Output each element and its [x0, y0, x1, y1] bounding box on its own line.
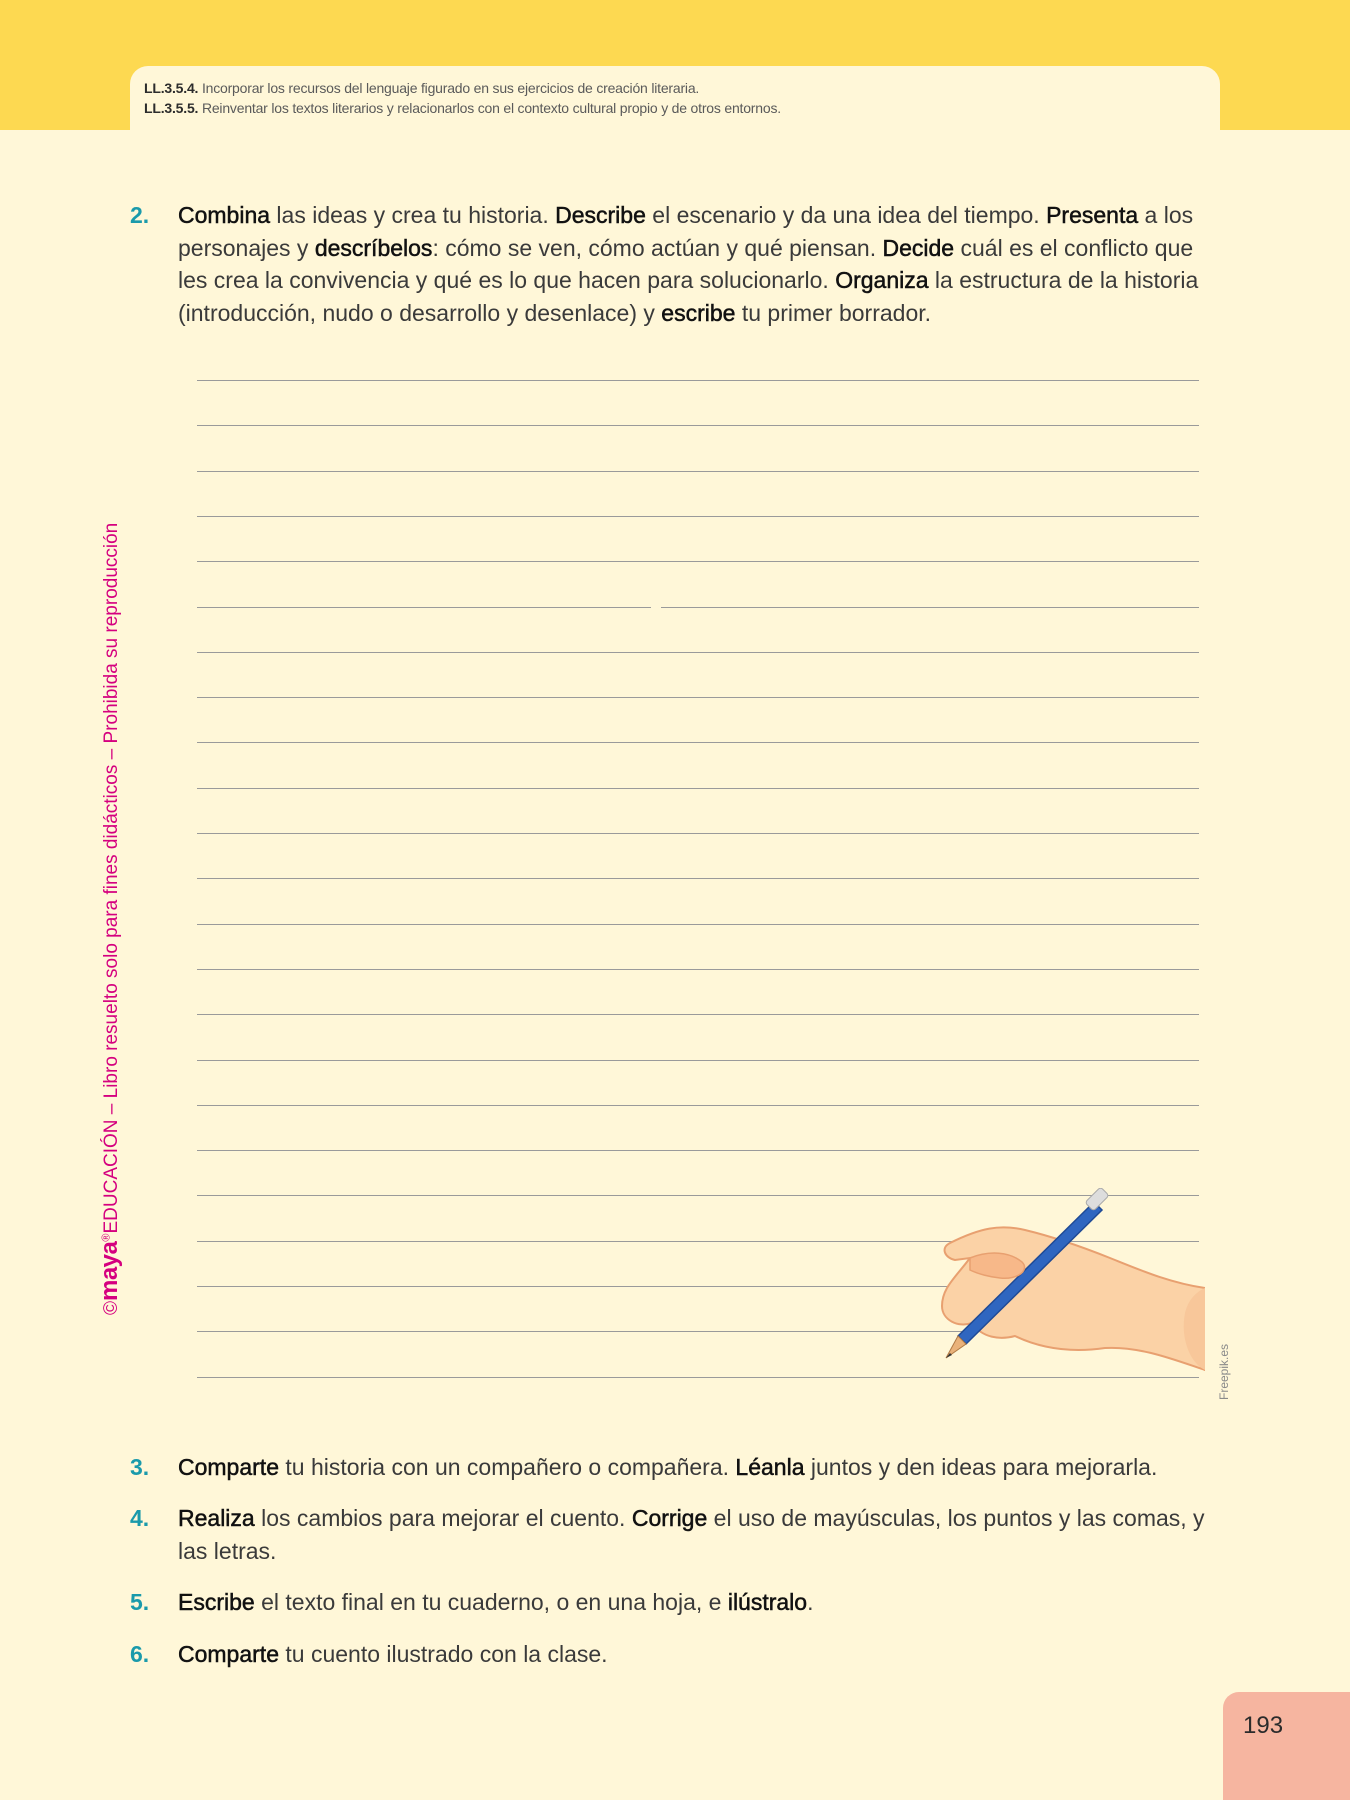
outcome-2: LL.3.5.5. Reinventar los textos literarios y relacionarlos con el contexto cultural propio y de otros entornos. [144, 100, 781, 116]
task-text-run: el uso de mayúsculas, los puntos y las comas, y las letras. [178, 1505, 1205, 1564]
task-keyword: escribe [661, 299, 736, 326]
task-keyword: Comparte [178, 1641, 279, 1667]
writing-line[interactable] [197, 924, 1199, 925]
writing-line[interactable] [197, 878, 1199, 879]
writing-line[interactable] [197, 516, 1199, 517]
task-keyword: Organiza [835, 267, 929, 293]
task-keyword: Presenta [1046, 202, 1139, 228]
writing-line[interactable] [197, 425, 1199, 426]
task-text-run: : cómo se ven, cómo actúan y qué piensan. [432, 234, 883, 261]
task-text-run: . [807, 1589, 814, 1615]
writing-line[interactable] [197, 561, 1199, 562]
task-6 [130, 1638, 1220, 1671]
task-number: 2. [130, 202, 150, 228]
task-keyword: Escribe [178, 1589, 255, 1615]
task-number: 4. [130, 1505, 150, 1531]
writing-line[interactable] [197, 1150, 1199, 1151]
writing-line[interactable] [197, 1105, 1199, 1106]
publisher-logo: maya [96, 1241, 123, 1301]
task-keyword: Léanla [735, 1454, 805, 1480]
writing-line[interactable] [197, 471, 1199, 472]
image-credit: Freepik.es [1217, 1343, 1231, 1400]
task-text-run: la estructura de la historia (introducción, nudo o desarrollo y desenlace) y [178, 267, 1199, 326]
task-keyword: Describe [555, 202, 646, 228]
writing-line[interactable] [197, 652, 1199, 653]
task-text-run: las ideas y crea tu historia. [270, 202, 556, 228]
task-5 [130, 1586, 1220, 1619]
writing-line[interactable] [197, 1014, 1199, 1015]
page-number: 193 [1243, 1712, 1284, 1739]
task-keyword: Corrige [631, 1505, 708, 1531]
task-text-run: el texto final en tu cuaderno, o en una hoja, e [254, 1589, 728, 1615]
hand-shape [942, 1227, 1205, 1370]
writing-line[interactable] [197, 969, 1199, 970]
task-4 [130, 1502, 1220, 1567]
task-keyword: ilústralo [727, 1589, 808, 1615]
writing-line[interactable] [197, 607, 651, 608]
task-number: 6. [130, 1641, 150, 1667]
task-text-run: los cambios para mejorar el cuento. [254, 1505, 632, 1531]
task-text-run: tu primer borrador. [735, 299, 932, 326]
task-keyword: Combina [178, 202, 271, 228]
task-text-run: juntos y den ideas para mejorarla. [804, 1454, 1158, 1480]
task-text-run: tu historia con un compañero o compañera. [278, 1454, 736, 1480]
task-text [178, 199, 1220, 329]
writing-line[interactable] [197, 742, 1199, 743]
task-3 [130, 1451, 1220, 1484]
task-text-run: el escenario y da una idea del tiempo. [645, 202, 1047, 228]
writing-line[interactable] [197, 788, 1199, 789]
outcome-1: LL.3.5.4. Incorporar los recursos del lenguaje figurado en sus ejercicios de creación literaria. [144, 80, 700, 96]
writing-line[interactable] [197, 833, 1199, 834]
task-number: 5. [130, 1589, 150, 1615]
page-number-tab [1223, 1692, 1350, 1800]
task-text [178, 1638, 1220, 1671]
task-text-run: tu cuento ilustrado con la clase. [278, 1641, 608, 1667]
task-text [178, 1586, 1220, 1619]
writing-line[interactable] [197, 697, 1199, 698]
writing-line[interactable] [661, 607, 1199, 608]
task-text [178, 1502, 1220, 1567]
task-keyword: Realiza [178, 1505, 255, 1531]
writing-line[interactable] [197, 1060, 1199, 1061]
task-2 [130, 199, 1220, 329]
hand-writing-illustration [900, 1188, 1205, 1388]
writing-line[interactable] [197, 380, 1199, 381]
task-text-run: cuál es el conflicto que les crea la convivencia y qué es lo que hacen para solucionarlo. [178, 234, 1194, 293]
task-text [178, 1451, 1220, 1484]
copyright-notice: ©maya®EDUCACIÓN – Libro resuelto solo para fines didácticos – Prohibida su reproducción [96, 522, 123, 1315]
learning-outcomes [130, 66, 1220, 146]
task-keyword: Comparte [178, 1454, 279, 1480]
task-number: 3. [130, 1454, 150, 1480]
task-keyword: Decide [882, 234, 955, 261]
task-text-run: a los personajes y [178, 202, 1194, 261]
task-keyword: descríbelos [314, 234, 433, 261]
